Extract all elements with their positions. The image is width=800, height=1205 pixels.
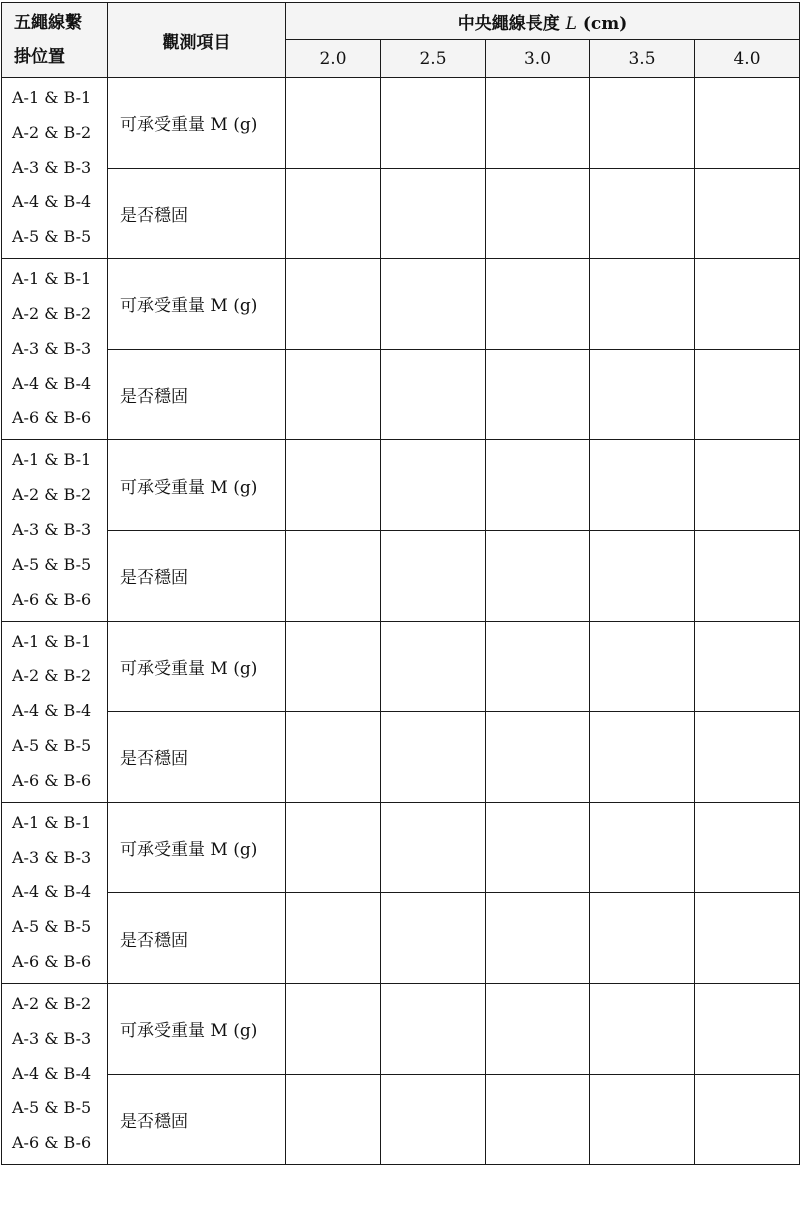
position-label: A-1 & B-1 (12, 88, 92, 108)
weight-value-cell[interactable] (286, 983, 381, 1074)
weight-value-cell[interactable] (695, 78, 800, 169)
stable-value-cell[interactable] (695, 712, 800, 803)
stable-value-cell[interactable] (486, 1074, 590, 1165)
weight-value-cell[interactable] (695, 440, 800, 531)
stable-value-cell[interactable] (381, 893, 486, 984)
weight-value-cell[interactable] (381, 259, 486, 350)
position-cell (2, 802, 108, 983)
position-label: A-6 & B-6 (12, 1133, 92, 1153)
table-row (2, 259, 800, 350)
position-label: A-6 & B-6 (12, 952, 92, 972)
stable-value-cell[interactable] (286, 893, 381, 984)
item-stable-label: 是否穩固 (108, 1074, 286, 1165)
stable-value-cell[interactable] (286, 1074, 381, 1165)
stable-value-cell[interactable] (590, 530, 695, 621)
stable-value-cell[interactable] (381, 349, 486, 440)
weight-value-cell[interactable] (486, 983, 590, 1074)
table-row (2, 712, 800, 803)
position-label: A-4 & B-4 (12, 192, 92, 212)
stable-value-cell[interactable] (286, 712, 381, 803)
item-weight-label: 可承受重量 M (g) (108, 621, 286, 712)
item-column-header: 觀測項目 (108, 3, 286, 78)
position-header-line1: 五繩線繫 (14, 13, 82, 33)
table-row (2, 893, 800, 984)
stable-value-cell[interactable] (486, 530, 590, 621)
weight-value-cell[interactable] (381, 802, 486, 893)
stable-value-cell[interactable] (590, 349, 695, 440)
position-label: A-2 & B-2 (12, 994, 92, 1014)
position-label: A-1 & B-1 (12, 631, 92, 651)
table-row (2, 168, 800, 259)
stable-value-cell[interactable] (486, 349, 590, 440)
position-cell (2, 621, 108, 802)
item-weight-label: 可承受重量 M (g) (108, 440, 286, 531)
weight-value-cell[interactable] (695, 983, 800, 1074)
position-cell (2, 78, 108, 259)
position-label: A-5 & B-5 (12, 554, 92, 574)
item-stable-label: 是否穩固 (108, 893, 286, 984)
length-symbol: L (565, 13, 577, 34)
position-label: A-4 & B-4 (12, 701, 92, 721)
weight-value-cell[interactable] (486, 259, 590, 350)
table-body (2, 78, 800, 1165)
position-label: A-5 & B-5 (12, 1098, 92, 1118)
weight-value-cell[interactable] (286, 259, 381, 350)
position-label: A-2 & B-2 (12, 122, 92, 142)
weight-value-cell[interactable] (486, 621, 590, 712)
stable-value-cell[interactable] (381, 530, 486, 621)
length-col-header: 2.5 (381, 40, 486, 78)
stable-value-cell[interactable] (695, 530, 800, 621)
position-cell (2, 259, 108, 440)
item-weight-label: 可承受重量 M (g) (108, 78, 286, 169)
table-row (2, 530, 800, 621)
weight-value-cell[interactable] (695, 802, 800, 893)
weight-value-cell[interactable] (590, 983, 695, 1074)
position-cell (2, 983, 108, 1164)
item-stable-label: 是否穩固 (108, 712, 286, 803)
weight-value-cell[interactable] (695, 621, 800, 712)
position-label: A-1 & B-1 (12, 269, 92, 289)
position-label: A-1 & B-1 (12, 450, 92, 470)
position-header-line2: 掛位置 (14, 47, 65, 67)
stable-value-cell[interactable] (286, 530, 381, 621)
position-label: A-1 & B-1 (12, 812, 92, 832)
position-label: A-2 & B-2 (12, 485, 92, 505)
table-row (2, 78, 800, 169)
length-unit: (cm) (582, 13, 628, 34)
stable-value-cell[interactable] (486, 168, 590, 259)
stable-value-cell[interactable] (695, 1074, 800, 1165)
weight-value-cell[interactable] (286, 440, 381, 531)
stable-value-cell[interactable] (695, 893, 800, 984)
weight-value-cell[interactable] (286, 621, 381, 712)
length-group-label: 中央繩線長度 (457, 13, 560, 34)
stable-value-cell[interactable] (695, 349, 800, 440)
length-col-header: 3.5 (590, 40, 695, 78)
weight-value-cell[interactable] (486, 78, 590, 169)
stable-value-cell[interactable] (381, 712, 486, 803)
position-label: A-4 & B-4 (12, 373, 92, 393)
weight-value-cell[interactable] (590, 440, 695, 531)
weight-value-cell[interactable] (486, 802, 590, 893)
stable-value-cell[interactable] (381, 1074, 486, 1165)
stable-value-cell[interactable] (590, 712, 695, 803)
weight-value-cell[interactable] (381, 621, 486, 712)
item-stable-label: 是否穩固 (108, 168, 286, 259)
position-label: A-2 & B-2 (12, 304, 92, 324)
weight-value-cell[interactable] (381, 78, 486, 169)
length-col-header: 2.0 (286, 40, 381, 78)
position-cell (2, 440, 108, 621)
weight-value-cell[interactable] (486, 440, 590, 531)
table-row (2, 983, 800, 1074)
weight-value-cell[interactable] (590, 259, 695, 350)
table-row (2, 1074, 800, 1165)
item-stable-label: 是否穩固 (108, 530, 286, 621)
weight-value-cell[interactable] (286, 78, 381, 169)
weight-value-cell[interactable] (695, 259, 800, 350)
weight-value-cell[interactable] (590, 78, 695, 169)
weight-value-cell[interactable] (381, 983, 486, 1074)
length-col-header: 3.0 (486, 40, 590, 78)
position-label: A-6 & B-6 (12, 770, 92, 790)
stable-value-cell[interactable] (486, 712, 590, 803)
position-label: A-6 & B-6 (12, 589, 92, 609)
position-label: A-3 & B-3 (12, 338, 92, 358)
stable-value-cell[interactable] (286, 349, 381, 440)
table-row (2, 802, 800, 893)
length-group-header (286, 3, 800, 40)
position-label: A-4 & B-4 (12, 882, 92, 902)
position-label: A-3 & B-3 (12, 847, 92, 867)
stable-value-cell[interactable] (286, 168, 381, 259)
position-label: A-5 & B-5 (12, 917, 92, 937)
position-label: A-2 & B-2 (12, 666, 92, 686)
stable-value-cell[interactable] (590, 168, 695, 259)
stable-value-cell[interactable] (590, 893, 695, 984)
table-row (2, 440, 800, 531)
item-stable-label: 是否穩固 (108, 349, 286, 440)
item-weight-label: 可承受重量 M (g) (108, 802, 286, 893)
position-label: A-5 & B-5 (12, 227, 92, 247)
position-label: A-3 & B-3 (12, 157, 92, 177)
table-row (2, 349, 800, 440)
item-weight-label: 可承受重量 M (g) (108, 983, 286, 1074)
weight-value-cell[interactable] (286, 802, 381, 893)
weight-value-cell[interactable] (381, 440, 486, 531)
item-weight-label: 可承受重量 M (g) (108, 259, 286, 350)
stable-value-cell[interactable] (590, 1074, 695, 1165)
position-column-header (2, 3, 108, 78)
position-label: A-4 & B-4 (12, 1063, 92, 1083)
position-label: A-3 & B-3 (12, 1028, 92, 1048)
weight-value-cell[interactable] (590, 621, 695, 712)
table-row (2, 621, 800, 712)
weight-value-cell[interactable] (590, 802, 695, 893)
stable-value-cell[interactable] (486, 893, 590, 984)
observation-table (1, 2, 800, 1165)
position-label: A-3 & B-3 (12, 520, 92, 540)
stable-value-cell[interactable] (381, 168, 486, 259)
position-label: A-5 & B-5 (12, 736, 92, 756)
stable-value-cell[interactable] (695, 168, 800, 259)
position-label: A-6 & B-6 (12, 408, 92, 428)
length-col-header: 4.0 (695, 40, 800, 78)
